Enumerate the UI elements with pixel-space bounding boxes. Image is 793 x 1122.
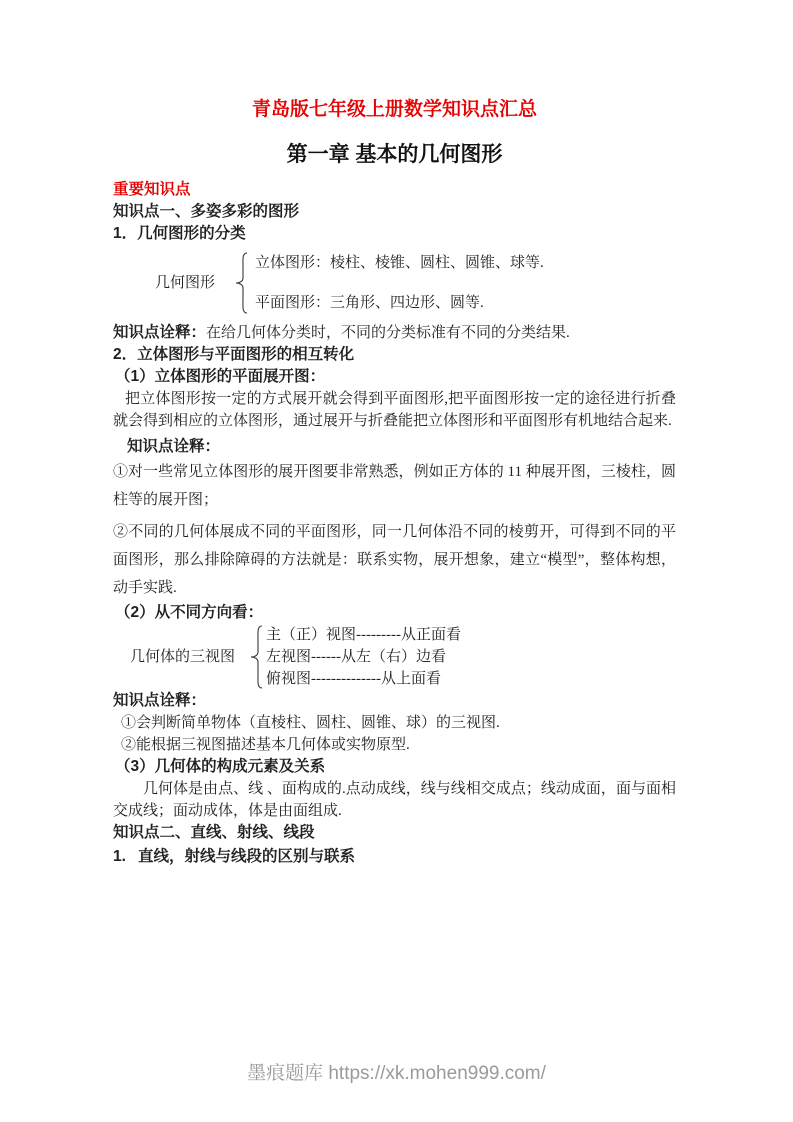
note-1-text: 在给几何体分类时，不同的分类标准有不同的分类结果. — [206, 325, 570, 341]
knowledge-point-1-heading: 知识点一、多姿多彩的图形 — [113, 203, 300, 220]
chapter-title: 第一章 基本的几何图形 — [286, 143, 503, 166]
brace-branch-solid: 立体图形：棱柱、棱锥、圆柱、圆锥、球等. — [255, 255, 544, 271]
sub-1-heading: （1）立体图形的平面展开图： — [115, 368, 326, 385]
kp2-item-1-number: 1. — [113, 848, 126, 865]
item-2-heading: 2．立体图形与平面图形的相互转化 — [113, 346, 355, 363]
curly-brace-icon — [250, 625, 264, 689]
sub-1-point-2: ②不同的几何体展成不同的平面图形，同一几何体沿不同的棱剪开，可得到不同的平面图形，那么排除障碍的方法就是：联系实物，展开想象，建立“模型”，整体构想，动手实践. — [113, 524, 676, 596]
note-3-label: 知识点诠释： — [113, 692, 207, 709]
kp2-item-1 — [113, 846, 676, 868]
sub-2-heading: （2）从不同方向看： — [115, 604, 264, 621]
knowledge-point-2-heading: 知识点二、直线、射线、线段 — [113, 824, 315, 841]
item-1-heading: 1．几何图形的分类 — [113, 225, 246, 242]
classification-brace-diagram — [113, 252, 676, 314]
brace-root-label: 几何图形 — [155, 275, 216, 291]
brace-branches — [255, 252, 544, 314]
sub-3-heading: （3）几何体的构成元素及关系 — [115, 758, 326, 775]
note-2-label: 知识点诠释： — [127, 438, 221, 455]
document-content — [113, 0, 676, 868]
three-views-brace-diagram — [113, 624, 676, 690]
curly-brace-icon — [235, 252, 249, 314]
sub-2-point-2: ②能根据三视图描述基本几何体或实物原型. — [121, 737, 410, 753]
sub-1-point-1: ①对一些常见立体图形的展开图要非常熟悉，例如正方体的 11 种展开图，三棱柱，圆柱等的展开图； — [113, 464, 676, 508]
note-1-label: 知识点诠释： — [113, 324, 207, 341]
note-1 — [113, 322, 676, 344]
watermark-footer: 墨痕题库 https://xk.mohen999.com/ — [247, 1063, 546, 1084]
sub-3-paragraph: 几何体是由点、线 、面构成的.点动成线，线与线相交成点；线动成面，面与面相交成线；面动成体，体是由面组成. — [113, 781, 676, 819]
brace-branches — [266, 624, 461, 690]
brace-branch-plane: 平面图形：三角形、四边形、圆等. — [255, 295, 484, 311]
kp2-item-1-text: 直线，射线与线段的区别与联系 — [137, 848, 355, 865]
sub-2-point-1: ①会判断简单物体（直棱柱、圆柱、圆锥、球）的三视图. — [121, 715, 500, 731]
brace-branch-top-view: 俯视图--------------从上面看 — [266, 671, 441, 687]
page-title: 青岛版七年级上册数学知识点汇总 — [251, 99, 537, 120]
brace-branch-left-view: 左视图------从左（右）边看 — [266, 649, 446, 665]
brace-root-label: 几何体的三视图 — [130, 649, 236, 665]
important-points-label: 重要知识点 — [113, 181, 191, 198]
sub-1-paragraph: 把立体图形按一定的方式展开就会得到平面图形,把平面图形按一定的途径进行折叠就会得到相应的立体图形，通过展开与折叠能把立体图形和平面图形有机地结合起来. — [113, 391, 676, 429]
brace-branch-front-view: 主（正）视图---------从正面看 — [266, 627, 461, 643]
